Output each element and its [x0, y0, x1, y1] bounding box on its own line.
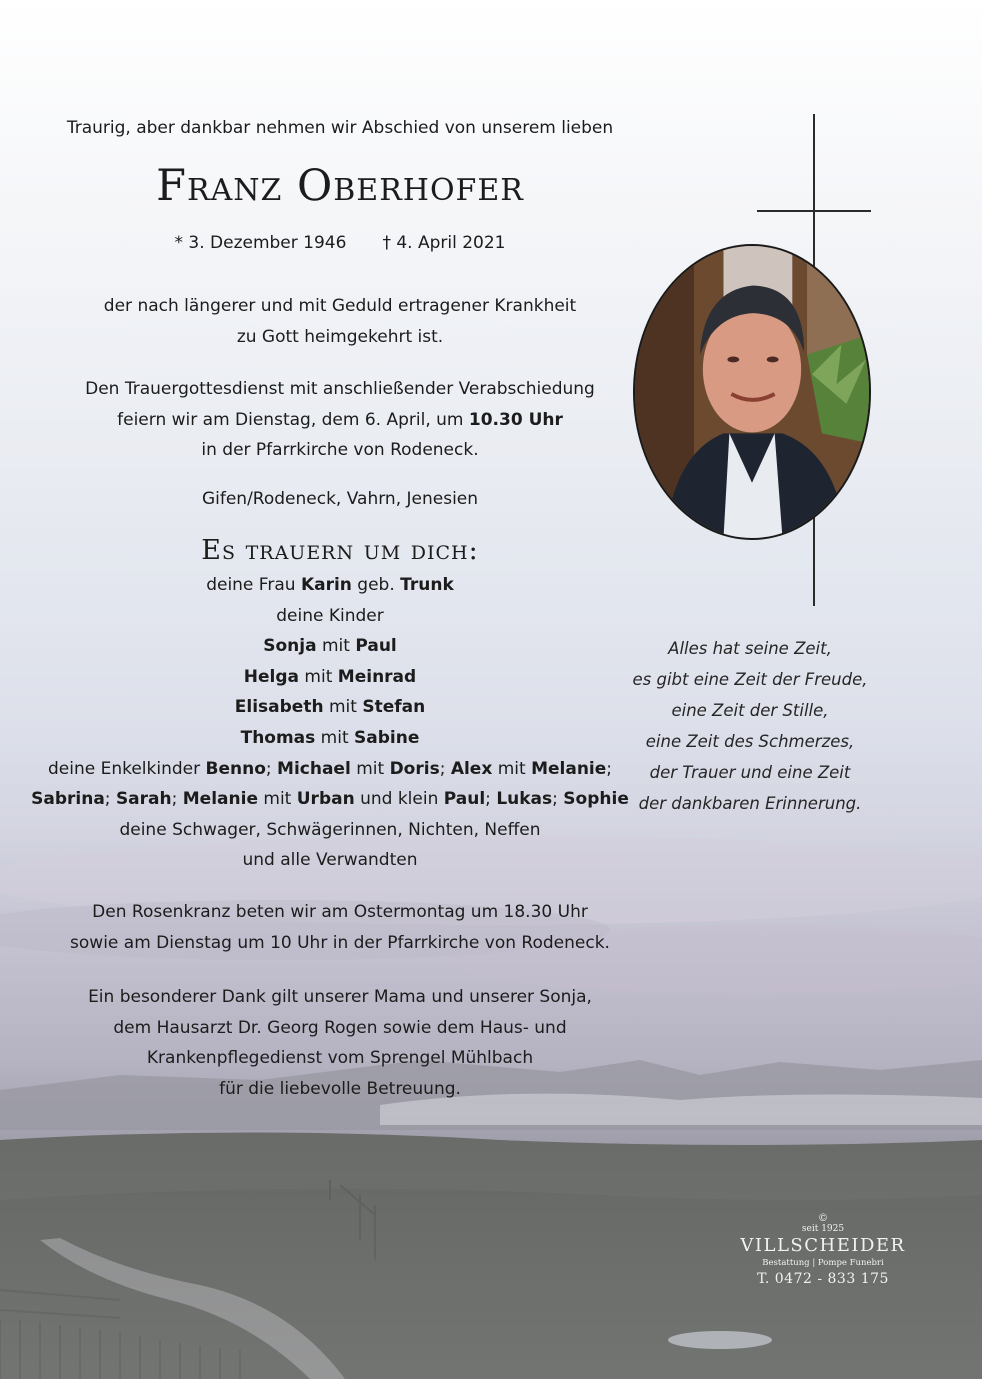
mourners-heading: Es trauern um dich: — [201, 535, 479, 566]
deceased-name: Franz Oberhofer — [156, 161, 524, 211]
thanks-line: Krankenpflegedienst vom Sprengel Mühlbach — [146, 1048, 534, 1069]
poem-line: es gibt eine Zeit der Freude, — [632, 670, 868, 689]
service-line — [0, 405, 680, 436]
portrait-photo — [633, 244, 871, 540]
relatives-line: und alle Verwandten — [242, 850, 418, 871]
life-dates — [0, 228, 680, 259]
illness-line: zu Gott heimgekehrt ist. — [236, 326, 444, 347]
rosary-line: Den Rosenkranz beten wir am Ostermontag um 18.30 Uhr — [92, 902, 588, 922]
illness-line: der nach längerer und mit Geduld ertragener Krankheit — [103, 296, 577, 316]
service-line: Den Trauergottesdienst mit anschließender Verabschiedung — [85, 379, 595, 399]
service-time: 10.30 Uhr — [468, 409, 563, 430]
service-line: in der Pfarrkirche von Rodeneck. — [201, 440, 479, 461]
poem-line: der Trauer und eine Zeit — [649, 763, 851, 782]
mourner-child: Elisabeth mit Stefan — [234, 697, 426, 718]
rosary-text — [0, 897, 680, 958]
in-laws-line: deine Schwager, Schwägerinnen, Nichten, Neffen — [119, 819, 541, 840]
death-date: † 4. April 2021 — [382, 233, 506, 253]
poem-text — [610, 633, 890, 819]
logo-since: seit 1925 — [801, 1224, 845, 1234]
poem-line: eine Zeit der Stille, — [671, 701, 829, 720]
poem-line: Alles hat seine Zeit, — [668, 639, 832, 658]
rosary-line: sowie am Dienstag um 10 Uhr in der Pfarrkirche von Rodeneck. — [70, 932, 610, 953]
mourner-child: Sonja mit Paul — [263, 636, 397, 657]
birth-date: * 3. Dezember 1946 — [174, 233, 347, 253]
places-text: Gifen/Rodeneck, Vahrn, Jenesien — [201, 489, 479, 509]
logo-phone: T. 0472 - 833 175 — [757, 1271, 889, 1287]
thanks-line: dem Hausarzt Dr. Georg Rogen sowie dem Haus- und — [113, 1017, 567, 1038]
logo-brand: VILLSCHEIDER — [740, 1235, 906, 1256]
mourner-wife: deine Frau Karin geb. Trunk — [206, 575, 454, 595]
thanks-line: Ein besonderer Dank gilt unserer Mama und unserer Sonja, — [88, 987, 592, 1007]
service-text — [0, 374, 680, 466]
poem-line: der dankbaren Erinnerung. — [638, 794, 862, 813]
illness-text — [0, 291, 680, 352]
funeral-home-logo — [728, 1213, 918, 1289]
children-label: deine Kinder — [276, 605, 384, 626]
thanks-text — [0, 982, 680, 1104]
cross-bar-icon — [757, 210, 871, 212]
thanks-line: für die liebevolle Betreuung. — [219, 1078, 461, 1099]
grandchildren-line: Sabrina; Sarah; Melanie mit Urban und klein Paul; Lukas; Sophie — [31, 789, 629, 810]
mourner-child: Thomas mit Sabine — [240, 727, 420, 748]
service-date: feiern wir am Dienstag, dem 6. April, um — [117, 409, 469, 430]
grandchildren-line: deine Enkelkinder Benno; Michael mit Doris; Alex mit Melanie; — [47, 758, 613, 779]
mourner-child: Helga mit Meinrad — [243, 666, 417, 687]
poem-line: eine Zeit des Schmerzes, — [645, 732, 855, 751]
logo-tagline: Bestattung | Pompe Funebri — [762, 1258, 884, 1268]
mourners-list — [0, 570, 660, 876]
copyright-mark: © — [818, 1213, 828, 1224]
intro-text: Traurig, aber dankbar nehmen wir Abschied von unserem lieben — [66, 118, 614, 138]
